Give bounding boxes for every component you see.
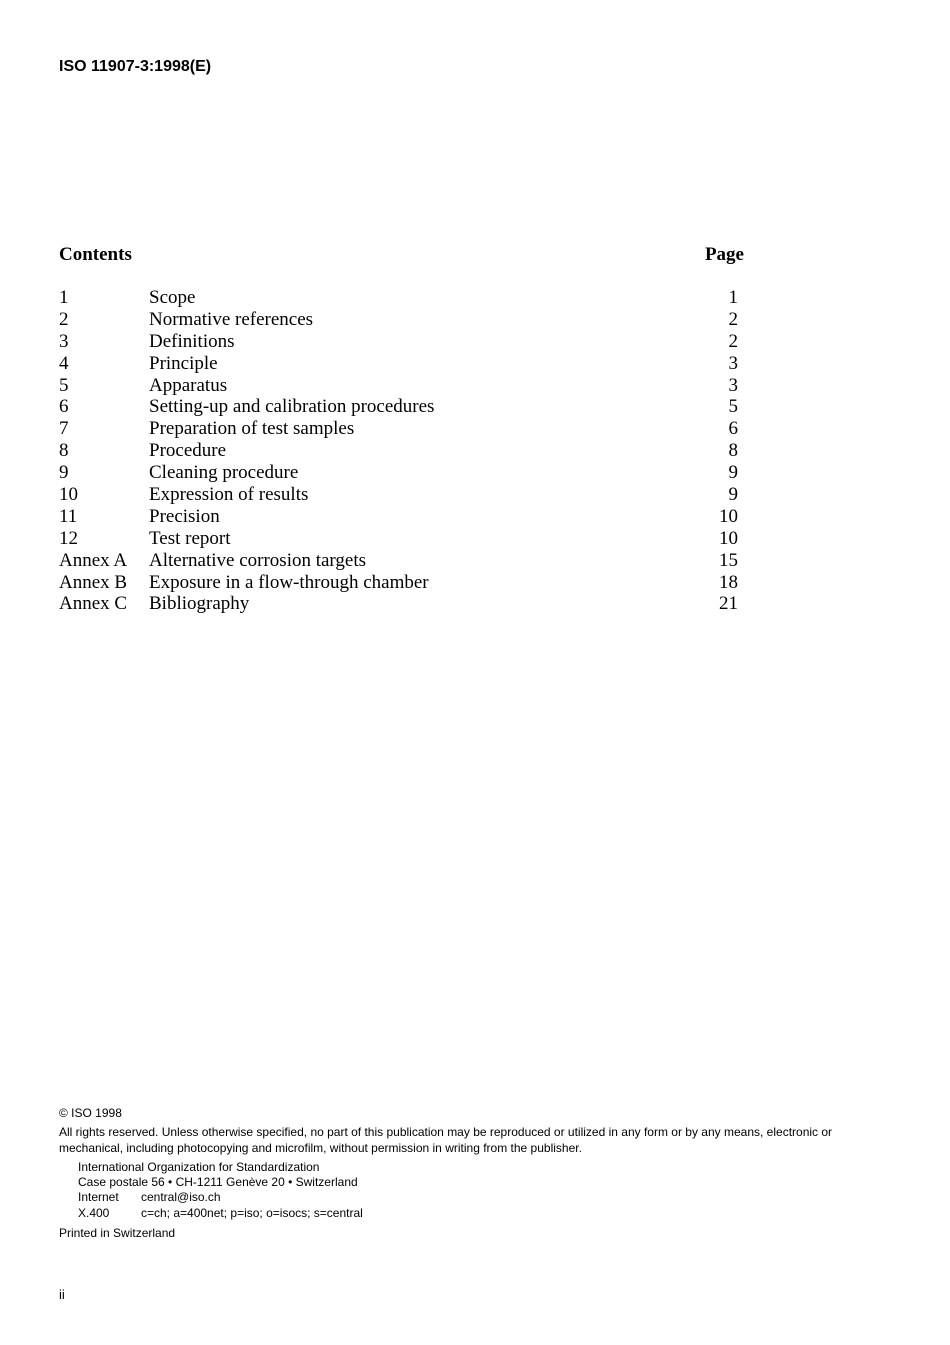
toc-entry — [59, 484, 744, 506]
toc-entry-title: Cleaning procedure — [149, 462, 299, 484]
toc-entry-title: Preparation of test samples — [149, 418, 355, 440]
contents-heading: Contents — [59, 244, 132, 265]
printed-in: Printed in Switzerland — [59, 1226, 176, 1241]
toc-entry — [59, 506, 744, 528]
toc-entry-number: 9 — [59, 462, 69, 484]
toc-entry-page: 15 — [719, 549, 738, 571]
toc-entry — [59, 572, 744, 594]
toc-entry-title: Exposure in a flow-through chamber — [149, 571, 429, 593]
toc-entry-number: 4 — [59, 352, 69, 374]
toc-entry-number: 7 — [59, 418, 69, 440]
toc-entry-title: Scope — [149, 287, 196, 308]
x400-label: X.400 — [78, 1205, 110, 1220]
toc-entry — [59, 593, 744, 615]
toc-entry-page: 3 — [728, 374, 738, 396]
internet-label: Internet — [78, 1190, 119, 1205]
toc-entry-page: 21 — [719, 593, 738, 615]
page-column-heading: Page — [704, 244, 744, 265]
toc-entry — [59, 418, 744, 440]
toc-entry-number: 10 — [59, 484, 78, 506]
toc-entry-number: Annex B — [59, 571, 128, 593]
toc-entry-page: 18 — [719, 571, 738, 593]
copyright-notice: © ISO 1998 — [59, 1106, 122, 1120]
toc-entries — [59, 287, 744, 615]
toc-entry-number: 6 — [59, 396, 69, 418]
toc-entry — [59, 550, 744, 572]
page-number: ii — [59, 1287, 65, 1302]
toc-entry-title: Definitions — [149, 330, 235, 352]
toc-entry — [59, 440, 744, 462]
toc-entry-title: Alternative corrosion targets — [149, 549, 367, 571]
toc-entry-title: Normative references — [149, 308, 314, 330]
publisher-address — [59, 1160, 889, 1221]
toc-entry-title: Precision — [149, 505, 220, 527]
toc-entry-page: 6 — [728, 418, 738, 440]
toc-entry-number: 3 — [59, 330, 69, 352]
toc-entry-number: 1 — [59, 287, 69, 308]
toc-entry — [59, 396, 744, 418]
toc-entry-number: 2 — [59, 308, 69, 330]
toc-header — [59, 244, 744, 287]
toc-entry-page: 5 — [728, 396, 738, 418]
postal-address: Case postale 56 • CH-1211 Genève 20 • Switzerland — [78, 1175, 358, 1190]
toc-entry-page: 10 — [719, 527, 738, 549]
toc-entry-page: 2 — [728, 330, 738, 352]
toc-entry-number: Annex C — [59, 593, 128, 615]
toc-entry-title: Test report — [149, 527, 231, 549]
toc-entry-page: 9 — [728, 462, 738, 484]
toc-entry-title: Expression of results — [149, 484, 309, 506]
toc-entry-number: 12 — [59, 527, 78, 549]
toc-entry-page: 3 — [728, 352, 738, 374]
document-id-header: ISO 11907-3:1998(E) — [59, 58, 212, 75]
x400-row — [78, 1206, 889, 1221]
toc-entry — [59, 331, 744, 353]
toc-entry-page: 8 — [728, 440, 738, 462]
toc-entry-title: Setting-up and calibration procedures — [149, 396, 435, 418]
toc-entry-title: Principle — [149, 352, 218, 374]
internet-value: central@iso.ch — [141, 1190, 221, 1205]
toc-entry-page: 2 — [728, 308, 738, 330]
toc-entry — [59, 375, 744, 397]
toc-entry-number: 8 — [59, 440, 69, 462]
toc-entry — [59, 309, 744, 331]
toc-entry-title: Apparatus — [149, 374, 228, 396]
toc-entry — [59, 287, 744, 309]
toc-entry-number: 11 — [59, 505, 78, 527]
toc-entry-title: Bibliography — [149, 593, 250, 615]
internet-row — [78, 1190, 889, 1205]
toc-entry-title: Procedure — [149, 440, 227, 462]
toc-entry-page: 1 — [728, 287, 738, 308]
table-of-contents — [59, 244, 744, 615]
organization-name: International Organization for Standardization — [78, 1159, 320, 1174]
toc-entry-page: 9 — [728, 484, 738, 506]
toc-entry-number: 5 — [59, 374, 69, 396]
toc-entry — [59, 462, 744, 484]
toc-entry — [59, 353, 744, 375]
toc-entry-number: Annex A — [59, 549, 128, 571]
rights-statement: All rights reserved. Unless otherwise specified, no part of this publication may be reproduced or utilized in any form or by any means, electronic or mechanical, including photocopying and microfilm, without permission in writing from the publisher. — [59, 1125, 833, 1155]
copyright-footer — [59, 1106, 889, 1241]
toc-entry-page: 10 — [719, 505, 738, 527]
x400-value: c=ch; a=400net; p=iso; o=isocs; s=central — [141, 1205, 363, 1220]
toc-entry — [59, 528, 744, 550]
